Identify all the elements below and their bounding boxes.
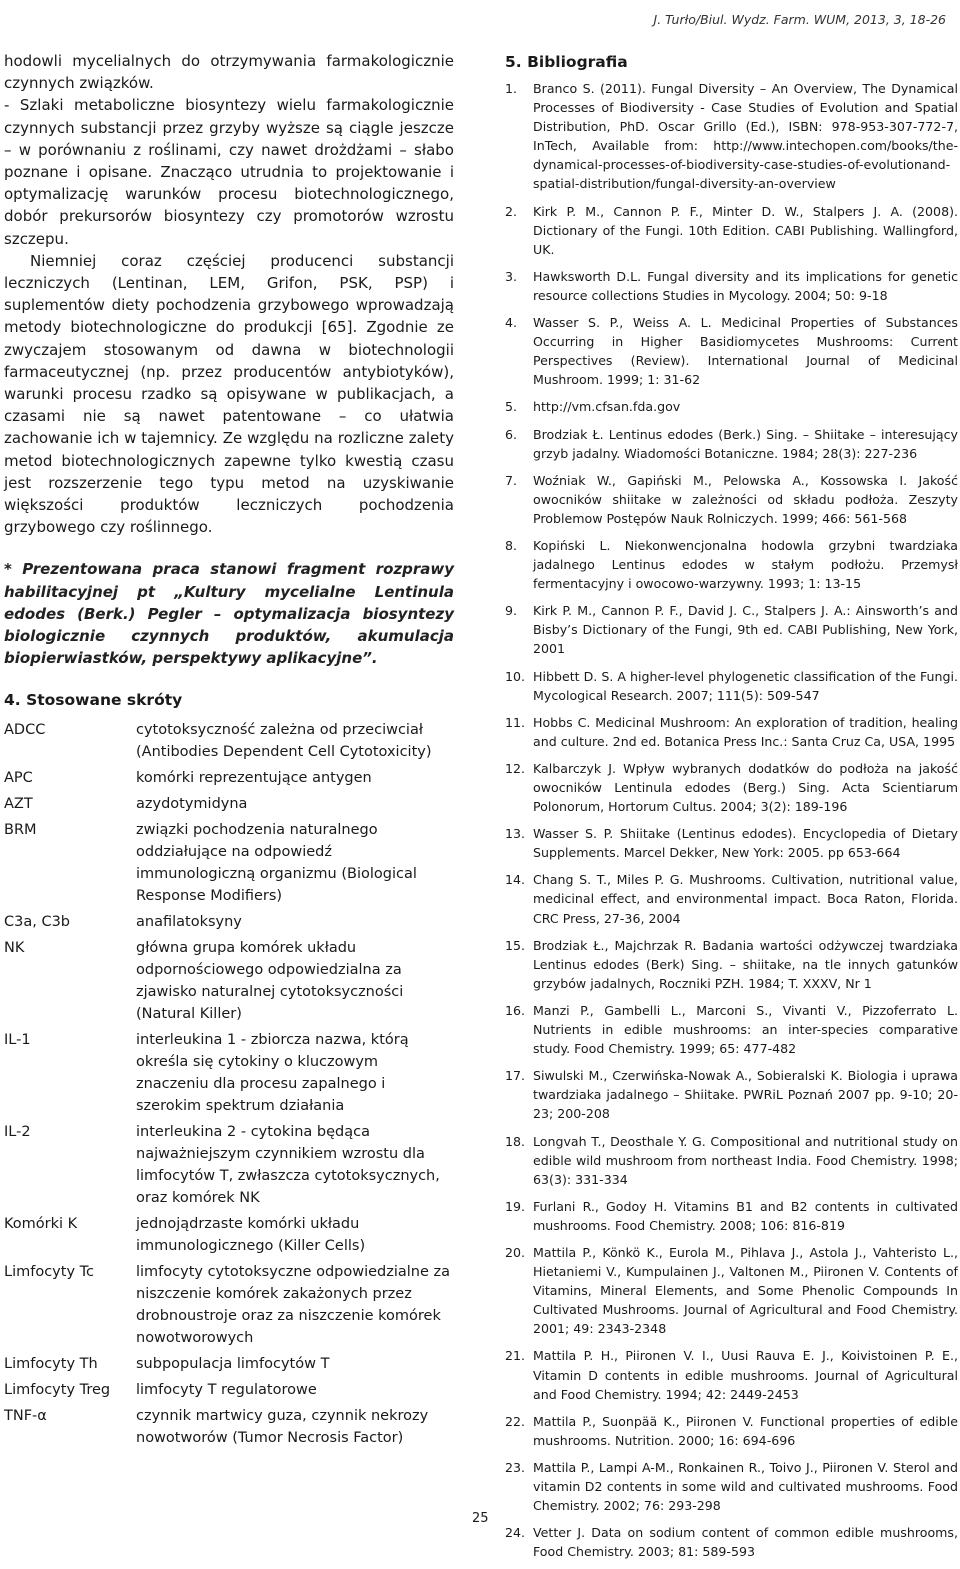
reference-number: 4. xyxy=(505,315,518,331)
reference-number: 13. xyxy=(505,826,526,842)
page-number: 25 xyxy=(472,1511,489,1526)
abbreviation-term: Komórki K xyxy=(4,1216,78,1233)
abbreviation-row xyxy=(4,911,454,933)
reference-item xyxy=(505,202,958,259)
reference-text: Kirk P. M., Cannon P. F., David J. C., Stalpers J. A.: Ainsworth’s and Bisby’s Dictionary of the Fungi, 9th ed. CABI Publishing, New York, 2001 xyxy=(533,603,958,657)
reference-item xyxy=(505,667,958,705)
reference-item xyxy=(505,1458,958,1515)
reference-text: Hawksworth D.L. Fungal diversity and its implications for genetic resource collections Studies in Mycology. 2004; 50: 9-18 xyxy=(533,268,958,303)
abbreviation-definition: komórki reprezentujące antygen xyxy=(136,770,372,787)
abbreviation-row xyxy=(4,719,454,763)
abbreviation-term: ADCC xyxy=(4,722,46,739)
reference-number: 17. xyxy=(505,1068,526,1084)
abbreviation-definition: azydotymidyna xyxy=(136,796,248,813)
reference-number: 22. xyxy=(505,1413,526,1429)
reference-number: 1. xyxy=(505,81,518,96)
abbreviation-term: Limfocyty Treg xyxy=(4,1382,111,1399)
reference-item xyxy=(505,870,958,927)
reference-text: http://vm.cfsan.fda.gov xyxy=(533,399,681,415)
reference-number: 7. xyxy=(505,472,518,488)
footnote-habilitation: * Prezentowana praca stanowi fragment rozprawy habilitacyjnej pt „Kultury mycelialne Lentinula edodes (Berk.) Pegler – optymalizacja biosyntezy biologicznie czynnych produktów, akumulacja biopierwiastków, perspektywy aplikacyjne”. xyxy=(4,560,454,668)
abbreviation-row xyxy=(4,819,454,907)
reference-number: 2. xyxy=(505,203,518,219)
reference-number: 16. xyxy=(505,1002,526,1018)
reference-number: 11. xyxy=(505,714,526,730)
abbreviation-row xyxy=(4,793,454,815)
abbreviation-term: C3a, C3b xyxy=(4,914,71,931)
abbreviation-term: Limfocyty Tc xyxy=(4,1264,95,1281)
abbreviation-definition: interleukina 1 - zbiorcza nazwa, którą określa się cytokiny o kluczowym znaczeniu dla procesu zapalnego i szerokim spektrum działania xyxy=(136,1032,409,1115)
abbreviation-definition: jednojądrzaste komórki układu immunologicznego (Killer Cells) xyxy=(136,1216,366,1255)
paragraph-biotech-methods: Niemniej coraz częściej producenci substancji leczniczych (Lentinan, LEM, Grifon, PSK, PSP) i suplementów diety pochodzenia grzybowego wprowadzają metody biotechnologiczne do produkcji [65]. Zgodnie ze zwyczajem stosowanym od dawna w biotechnologii farmaceutycznej (np. przez producentów antybiotyków), warunki procesu rzadko są opisywane w publikacjach, a czasami nie są nawet patentowane – co ułatwia zachowanie ich w tajemnicy. Ze względu na rozliczne zalety metod biotechnologicznych zapewne tylko kwestią czasu jest rozszerzenie tego typu metod na uzyskiwanie większości produktów leczniczych pochodzenia grzybowego czy roślinnego. xyxy=(4,251,454,537)
abbreviation-row xyxy=(4,937,454,1025)
reference-text: Siwulski M., Czerwińska-Nowak A., Sobieralski K. Biologia i uprawa twardziaka jadalnego – Shiitake. PWRiL Poznań 2007 pp. 9-10; 20-23; 200-208 xyxy=(533,1068,958,1122)
abbreviation-row xyxy=(4,1405,454,1449)
reference-text: Furlani R., Godoy H. Vitamins B1 and B2 contents in cultivated mushrooms. Food Chemistry. 2008; 106: 816-819 xyxy=(533,1198,958,1233)
abbreviation-row xyxy=(4,767,454,789)
reference-text: Brodziak Ł. Lentinus edodes (Berk.) Sing. – Shiitake – interesujący grzyb jadalny. Wiadomości Botaniczne. 1984; 28(3): 227-236 xyxy=(533,426,958,461)
reference-item xyxy=(505,936,958,993)
reference-item xyxy=(505,1412,958,1450)
reference-item xyxy=(505,267,958,305)
abbreviation-term: IL-1 xyxy=(4,1032,31,1049)
abbreviation-row xyxy=(4,1029,454,1117)
paragraph-continuation: hodowli mycelialnych do otrzymywania farmakologicznie czynnych związków. xyxy=(4,52,454,93)
reference-number: 9. xyxy=(505,603,518,619)
abbreviation-definition: limfocyty cytotoksyczne odpowiedzialne za niszczenie komórek zakażonych przez drobnoustroje oraz za niszczenie komórek nowotworowych xyxy=(136,1264,451,1347)
abbreviation-definition: czynnik martwicy guza, czynnik nekrozy nowotworów (Tumor Necrosis Factor) xyxy=(136,1408,429,1447)
reference-item xyxy=(505,1132,958,1189)
reference-number: 12. xyxy=(505,760,526,776)
reference-text: Mattila P., Könkö K., Eurola M., Pihlava J., Astola J., Vahteristo L., Hietaniemi V., Kumpulainen J., Valtonen M., Piironen V. Contents of Vitamins, Mineral Elements, and Some Phenolic Compounds In Cultivated Mushrooms. Journal of Agricultural and Food Chemistry. 2001; 49: 2343-2348 xyxy=(533,1244,958,1337)
reference-item xyxy=(505,759,958,816)
reference-text: Chang S. T., Miles P. G. Mushrooms. Cultivation, nutritional value, medicinal effect, and environmental impact. Boca Raton, Florida. CRC Press, 27-36, 2004 xyxy=(533,872,958,926)
reference-text: Kalbarczyk J. Wpływ wybranych dodatków do podłoża na jakość owocników Lentinula edodes (Berg.) Sing. Acta Scientiarum Polonorum, Hortorum Cultus. 2004; 3(2): 189-196 xyxy=(533,760,958,815)
abbreviation-definition: cytotoksyczność zależna od przeciwciał (Antibodies Dependent Cell Cytotoxicity) xyxy=(136,722,432,761)
reference-number: 20. xyxy=(505,1244,526,1260)
section-title-bibliography: 5. Bibliografia xyxy=(505,53,628,71)
reference-text: Mattila P., Lampi A-M., Ronkainen R., Toivo J., Piironen V. Sterol and vitamin D2 contents in some wild and cultivated mushrooms. Food Chemistry. 2002; 76: 293-298 xyxy=(533,1459,958,1514)
section-title-abbreviations: 4. Stosowane skróty xyxy=(4,691,183,710)
abbreviation-row xyxy=(4,1213,454,1257)
reference-number: 10. xyxy=(505,668,526,684)
reference-text: Vetter J. Data on sodium content of common edible mushrooms, Food Chemistry. 2003; 81: 589-593 xyxy=(533,1525,958,1560)
reference-number: 24. xyxy=(505,1525,526,1541)
abbreviation-term: IL-2 xyxy=(4,1124,31,1141)
abbreviation-row xyxy=(4,1261,454,1349)
abbreviations-list xyxy=(4,719,454,1449)
abbreviation-definition: limfocyty T regulatorowe xyxy=(136,1382,317,1399)
reference-number: 8. xyxy=(505,537,518,553)
reference-number: 18. xyxy=(505,1133,526,1149)
reference-item xyxy=(505,824,958,862)
abbreviation-definition: subpopulacja limfocytów T xyxy=(136,1356,330,1373)
reference-text: Hibbett D. S. A higher-level phylogenetic classification of the Fungi. Mycological Research. 2007; 111(5): 509-547 xyxy=(533,668,958,703)
abbreviation-term: TNF-α xyxy=(4,1408,47,1425)
abbreviation-row xyxy=(4,1353,454,1375)
reference-number: 6. xyxy=(505,426,518,442)
abbreviation-definition: interleukina 2 - cytokina będąca najważniejszym czynnikiem wzrostu dla limfocytów T, zwłaszcza cytotoksycznych, oraz komórek NK xyxy=(136,1124,440,1207)
abbreviation-definition: anafilatoksyny xyxy=(136,914,242,931)
reference-text: Hobbs C. Medicinal Mushroom: An exploration of tradition, healing and culture. 2nd ed. Botanica Press Inc.: Santa Cruz Ca, USA, 1995 xyxy=(533,714,958,749)
bibliography-list xyxy=(505,79,958,1561)
reference-item xyxy=(505,1346,958,1403)
reference-text: Mattila P., Suonpää K., Piironen V. Functional properties of edible mushrooms. Nutrition. 2000; 16: 694-696 xyxy=(533,1413,958,1448)
reference-text: Kopiński L. Niekonwencjonalna hodowla grzybni twardziaka jadalnego Lentinus edodes w stałym podłożu. Przemysł fermentacyjny i owocowo-warzywny. 1993; 1: 13-15 xyxy=(533,537,958,592)
reference-text: Branco S. (2011). Fungal Diversity – An Overview, The Dynamical Processes of Biodiversity - Case Studies of Evolution and Spatial Distribution, PhD. Oscar Grillo (Ed.), ISBN: 978-953-307-772-7, InTech, Available from: http://www.intechopen.com/books/the-dynamical-processes-of-biodiversity-case-studies-of-evolutionand-spatial-distribution/fungal-diversity-an-overview xyxy=(533,81,958,192)
reference-text: Wasser S. P. Shiitake (Lentinus edodes). Encyclopedia of Dietary Supplements. Marcel Dekker, New York: 2005. pp 653-664 xyxy=(533,826,958,861)
reference-item xyxy=(505,1243,958,1338)
abbreviation-term: BRM xyxy=(4,822,37,839)
reference-text: Woźniak W., Gapiński M., Pelowska A., Kossowska I. Jakość owocników shiitake w zależności od składu podłoża. Zeszyty Problemow Postępów Nauk Rolniczych. 1999; 466: 561-568 xyxy=(533,472,958,526)
reference-text: Manzi P., Gambelli L., Marconi S., Vivanti V., Pizzoferrato L. Nutrients in edible mushrooms: an inter-species comparative study. Food Chemistry. 1999; 65: 477-482 xyxy=(533,1002,958,1057)
abbreviation-term: AZT xyxy=(4,796,33,813)
abbreviation-definition: związki pochodzenia naturalnego oddziałujące na odpowiedź immunologiczną organizmu (Biological Response Modifiers) xyxy=(136,822,417,905)
reference-item xyxy=(505,713,958,751)
reference-item xyxy=(505,1066,958,1123)
reference-number: 15. xyxy=(505,937,526,953)
reference-item xyxy=(505,1523,958,1561)
abbreviation-term: NK xyxy=(4,940,25,957)
reference-text: Wasser S. P., Weiss A. L. Medicinal Properties of Substances Occurring in Higher Basidiomycetes Mushrooms: Current Perspectives (Review). International Journal of Medicinal Mushroom. 1999; 1: 31-62 xyxy=(533,315,958,388)
running-header: J. Turło/Biul. Wydz. Farm. WUM, 2013, 3, 18-26 xyxy=(653,12,946,27)
left-column xyxy=(4,50,454,1453)
reference-number: 19. xyxy=(505,1198,526,1214)
reference-text: Brodziak Ł., Majchrzak R. Badania wartości odżywczej twardziaka Lentinus edodes (Berk) Sing. – shiitake, na tle innych gatunków grzybów jadalnych, Roczniki PZH. 1984; T. XXXV, Nr 1 xyxy=(533,937,958,991)
reference-item xyxy=(505,397,958,416)
abbreviation-row xyxy=(4,1121,454,1209)
reference-item xyxy=(505,79,958,194)
reference-item xyxy=(505,536,958,593)
reference-text: Longvah T., Deosthale Y. G. Compositional and nutritional study on edible wild mushroom from northeast India. Food Chemistry. 1998; 63(3): 331-334 xyxy=(533,1133,958,1187)
reference-item xyxy=(505,1197,958,1235)
reference-number: 14. xyxy=(505,872,526,888)
reference-item xyxy=(505,313,958,389)
abbreviation-term: Limfocyty Th xyxy=(4,1356,98,1373)
reference-text: Kirk P. M., Cannon P. F., Minter D. W., Stalpers J. A. (2008). Dictionary of the Fungi. 10th Edition. CABI Publishing. Wallingford, UK. xyxy=(533,203,958,257)
abbreviation-definition: główna grupa komórek układu odpornościowego odpowiedzialna za zjawisko naturalnej cytotoksyczności (Natural Killer) xyxy=(136,940,404,1023)
reference-number: 21. xyxy=(505,1348,526,1364)
reference-item xyxy=(505,1001,958,1058)
reference-item xyxy=(505,471,958,528)
paragraph-metabolic-pathways: - Szlaki metaboliczne biosyntezy wielu farmakologicznie czynnych substancji przez grzyby wyższe są ciągle jeszcze – w porównaniu z roślinami, czy nawet drożdżami – słabo poznane i opisane. Znacząco utrudnia to projektowanie i optymalizację warunków procesu biotechnologicznego, dobór prekursorów biosyntezy czy promotorów wzrostu szczepu. xyxy=(4,96,454,248)
abbreviation-row xyxy=(4,1379,454,1401)
reference-number: 23. xyxy=(505,1459,526,1475)
right-column xyxy=(505,53,958,1569)
reference-item xyxy=(505,601,958,658)
abbreviation-term: APC xyxy=(4,770,33,787)
reference-number: 5. xyxy=(505,399,518,415)
reference-item xyxy=(505,425,958,463)
reference-text: Mattila P. H., Piironen V. I., Uusi Rauva E. J., Koivistoinen P. E., Vitamin D contents in edible mushrooms. Journal of Agricultural and Food Chemistry. 1994; 42: 2449-2453 xyxy=(533,1348,958,1402)
reference-number: 3. xyxy=(505,268,518,284)
